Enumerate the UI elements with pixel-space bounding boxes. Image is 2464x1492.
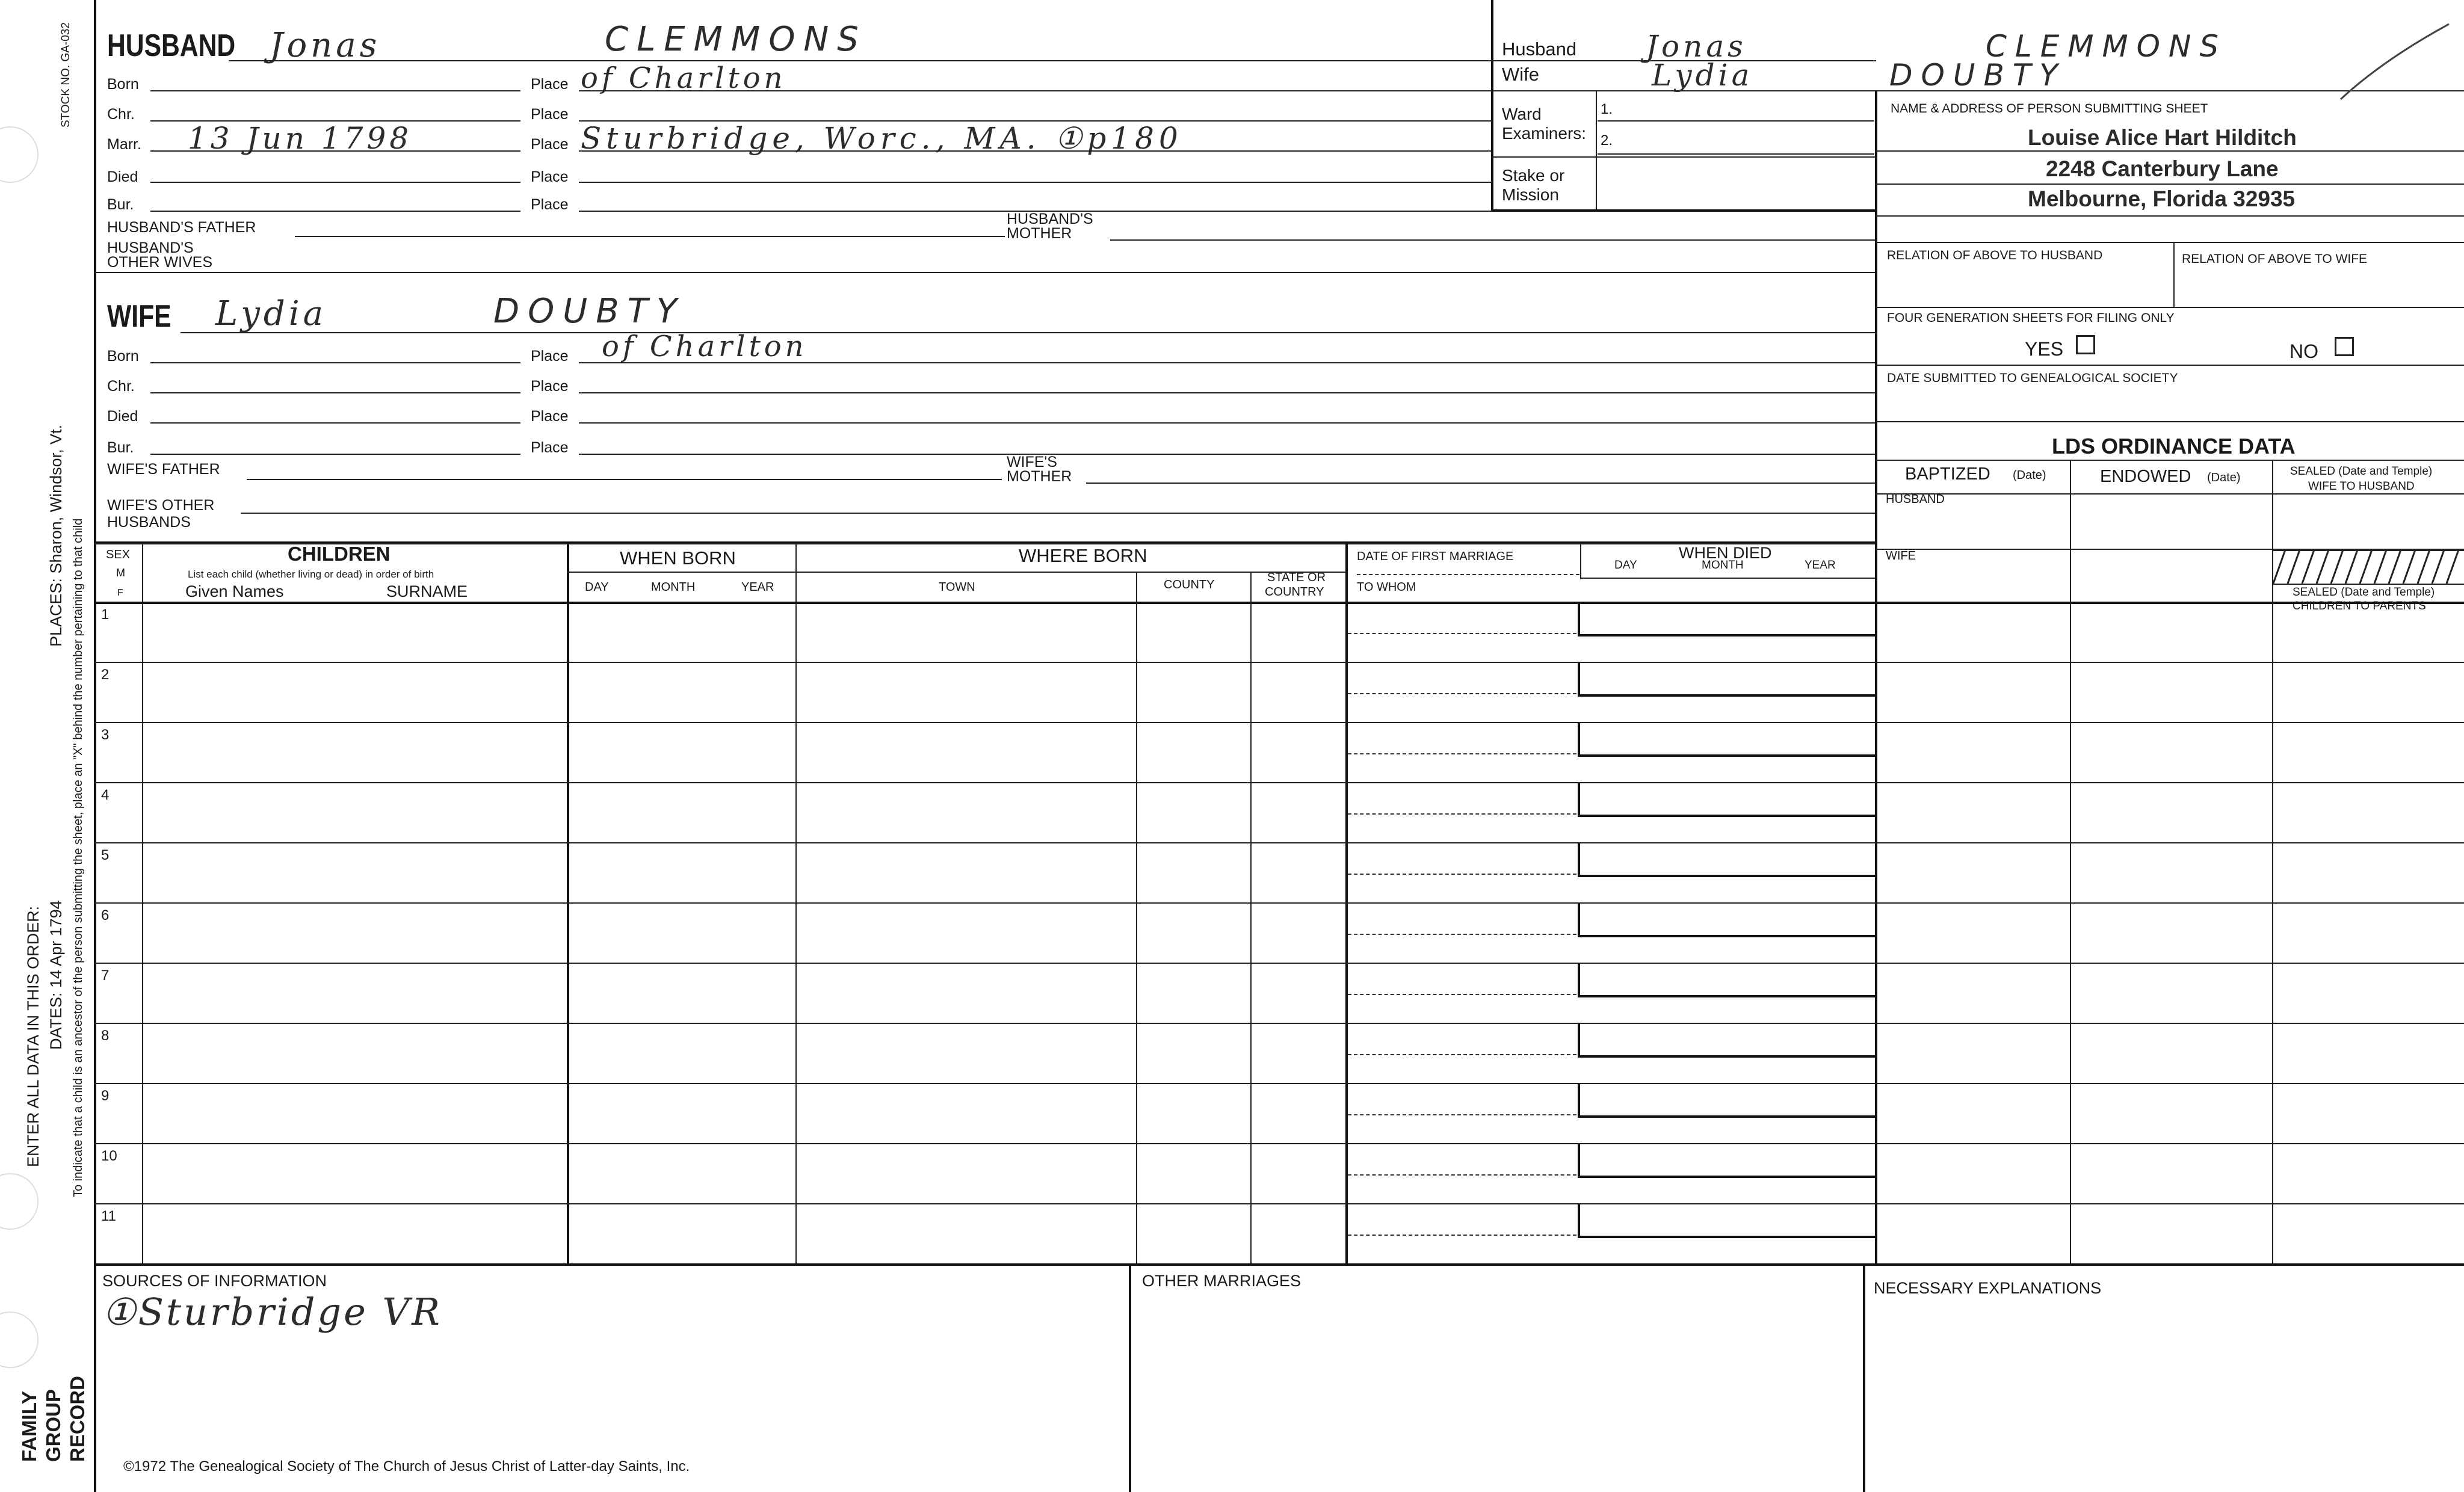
header-box-bottom-border — [1491, 209, 1876, 212]
wife-bur-place-line — [579, 454, 1875, 455]
wife-other-husbands-line — [241, 513, 1875, 514]
sources-label: SOURCES OF INFORMATION — [102, 1272, 327, 1290]
child-died-bracket — [1578, 1084, 1580, 1117]
wife-died-place-line — [579, 422, 1875, 424]
husband-chr-label: Chr. — [107, 106, 135, 123]
header-box-divider — [1596, 90, 1597, 209]
stake-label: Stake or — [1502, 166, 1565, 185]
wife-died-label: Died — [107, 408, 138, 425]
wife-born-label: Born — [107, 348, 139, 365]
county-label: COUNTY — [1164, 578, 1215, 591]
wife-born-place-line — [579, 362, 1875, 363]
examiner-1-number: 1. — [1601, 101, 1613, 117]
marriage-date: 13 Jun 1798 — [188, 121, 413, 156]
to-whom-label: TO WHOM — [1357, 581, 1416, 594]
child-died-bracket-line — [1578, 1115, 1875, 1118]
child-died-bracket-line — [1578, 754, 1875, 757]
wife-chr-place-label: Place — [531, 378, 569, 395]
child-row-line — [94, 1203, 2464, 1204]
child-marriage-dash — [1348, 1174, 1576, 1176]
child-marriage-dash — [1348, 1114, 1576, 1115]
header-husband-given: Jonas — [1646, 29, 1747, 64]
submitter-line — [1875, 150, 2464, 152]
child-row-line — [94, 1083, 2464, 1084]
husband-died-line — [150, 182, 520, 183]
wife-chr-line — [150, 392, 520, 393]
husband-marr-place-label: Place — [531, 136, 569, 153]
lds-wife-label: WIFE — [1886, 549, 1916, 563]
born-month-label: MONTH — [651, 581, 696, 594]
wife-other-husbands-label-2: HUSBANDS — [107, 514, 191, 531]
wife-place-note: of Charlton — [602, 330, 807, 363]
husband-other-wives-label-1: HUSBAND'S — [107, 239, 194, 256]
surname-label: SURNAME — [386, 582, 468, 600]
husband-mother-line — [1110, 239, 1875, 241]
child-row-number: 2 — [101, 667, 110, 683]
wife-died-place-label: Place — [531, 408, 569, 425]
when-born-label: WHEN BORN — [620, 547, 736, 569]
relation-section-bottom — [1875, 307, 2464, 308]
lds-header-bottom — [1875, 493, 2464, 495]
marriage-place: Sturbridge, Worc., MA. ①p180 — [581, 121, 1183, 156]
child-row-number: 4 — [101, 787, 110, 803]
husband-bur-label: Bur. — [107, 196, 134, 213]
header-wife-surname: DOUBTY — [1889, 58, 2066, 93]
lds-title-bottom — [1875, 460, 2464, 461]
examiners-label: Examiners: — [1502, 124, 1587, 143]
header-box-left-border — [1491, 0, 1493, 211]
husband-born-line — [150, 90, 520, 91]
children-col-town-end — [1136, 572, 1137, 1263]
wife-father-label: WIFE'S FATHER — [107, 461, 220, 478]
child-row-line — [94, 842, 2464, 843]
sources-value: ①Sturbridge VR — [102, 1290, 442, 1334]
no-label: NO — [2290, 341, 2318, 362]
where-born-label: WHERE BORN — [1019, 545, 1147, 566]
child-died-bracket-line — [1578, 634, 1875, 637]
child-died-bracket — [1578, 904, 1580, 937]
child-row-line — [94, 1023, 2464, 1024]
order-instruction-line1: ENTER ALL DATA IN THIS ORDER: — [24, 905, 42, 1167]
died-day-label: DAY — [1614, 559, 1637, 572]
child-marriage-dash — [1348, 693, 1576, 694]
child-row-line — [94, 722, 2464, 723]
mission-label: Mission — [1502, 185, 1559, 204]
child-row-line — [94, 963, 2464, 964]
first-marriage-dash — [1357, 574, 1579, 575]
no-checkbox[interactable] — [2335, 337, 2354, 356]
stock-number: STOCK NO. GA-032 — [60, 22, 72, 128]
child-row-line — [94, 1143, 2464, 1144]
baptized-date-label: (Date) — [2013, 469, 2046, 482]
relation-to-wife-label: RELATION OF ABOVE TO WIFE — [2182, 252, 2368, 266]
sex-f-label: F — [117, 588, 123, 598]
wife-mother-label-2: MOTHER — [1007, 468, 1072, 485]
wife-heading: WIFE — [107, 299, 171, 334]
husband-mother-label-2: MOTHER — [1007, 225, 1072, 242]
wife-name-line — [181, 332, 1875, 333]
endowed-label: ENDOWED — [2100, 467, 2191, 486]
child-row-number: 1 — [101, 606, 110, 623]
child-row-number: 10 — [101, 1148, 117, 1164]
husband-given-name: Jonas — [270, 26, 381, 65]
wife-mother-line — [1086, 482, 1875, 484]
necessary-explanations-label: NECESSARY EXPLANATIONS — [1874, 1279, 2102, 1297]
child-marriage-dash — [1348, 874, 1576, 875]
punch-hole-middle — [0, 1173, 39, 1230]
husband-place-note: of Charlton — [581, 61, 786, 95]
child-marriage-dash — [1348, 1235, 1576, 1236]
yes-checkbox[interactable] — [2076, 335, 2095, 354]
order-instruction-places: PLACES: Sharon, Windsor, Vt. — [47, 424, 65, 647]
town-label: TOWN — [939, 581, 975, 594]
husband-other-wives-label-2: OTHER WIVES — [107, 254, 213, 271]
husband-bur-place-label: Place — [531, 196, 569, 213]
state-label-1: STATE OR — [1267, 571, 1326, 584]
child-died-bracket-line — [1578, 1055, 1875, 1058]
first-marriage-label: DATE OF FIRST MARRIAGE — [1357, 550, 1514, 563]
husband-name-line — [229, 60, 1491, 61]
child-died-bracket-line — [1578, 995, 1875, 997]
child-died-bracket — [1578, 603, 1580, 636]
died-month-label: MONTH — [1702, 559, 1744, 572]
child-row-number: 8 — [101, 1028, 110, 1044]
children-table-bottom — [94, 1263, 2464, 1266]
child-row-number: 11 — [101, 1208, 116, 1224]
child-row-number: 5 — [101, 847, 110, 863]
relation-section-top — [1875, 242, 2464, 243]
wife-given-name: Lydia — [215, 294, 327, 333]
date-submitted-label: DATE SUBMITTED TO GENEALOGICAL SOCIETY — [1887, 371, 2178, 385]
wife-bur-label: Bur. — [107, 439, 134, 456]
child-marriage-dash — [1348, 934, 1576, 935]
children-list-note: List each child (whether living or dead) in order of birth — [188, 569, 434, 580]
child-died-bracket — [1578, 843, 1580, 877]
yes-label: YES — [2025, 338, 2064, 360]
wife-bur-place-label: Place — [531, 439, 569, 456]
born-year-label: YEAR — [741, 581, 774, 594]
children-header-bottom — [94, 602, 2464, 604]
died-subheader-line — [1580, 578, 1875, 579]
child-died-bracket-line — [1578, 875, 1875, 877]
date-submitted-bottom — [1875, 421, 2464, 422]
born-subheader-line — [567, 572, 1345, 573]
child-marriage-dash — [1348, 1054, 1576, 1055]
child-died-bracket-line — [1578, 935, 1875, 937]
submitter-line — [1875, 215, 2464, 217]
other-marriages-label: OTHER MARRIAGES — [1142, 1272, 1301, 1290]
sealed-wife-label-1: SEALED (Date and Temple) — [2290, 465, 2433, 478]
husband-died-place-label: Place — [531, 168, 569, 185]
wife-other-husbands-label-1: WIFE'S OTHER — [107, 497, 215, 514]
form-title-record: RECORD — [66, 1375, 88, 1462]
wife-surname: DOUBTY — [493, 292, 686, 331]
husband-died-place-line — [579, 182, 1491, 183]
sealed-wife-label-2: WIFE TO HUSBAND — [2308, 480, 2415, 493]
child-died-bracket-line — [1578, 694, 1875, 697]
child-died-bracket-line — [1578, 815, 1875, 817]
child-died-bracket — [1578, 783, 1580, 816]
header-wife-label: Wife — [1502, 64, 1539, 85]
husband-chr-place-label: Place — [531, 106, 569, 123]
ward-label: Ward — [1502, 105, 1542, 123]
child-died-bracket-line — [1578, 1236, 1875, 1238]
wife-chr-place-line — [579, 392, 1875, 393]
order-instruction-dates: DATES: 14 Apr 1794 — [47, 900, 65, 1050]
husband-mother-label-1: HUSBAND'S — [1007, 211, 1093, 227]
wife-chr-label: Chr. — [107, 378, 135, 395]
pen-stroke-mark — [2335, 18, 2455, 102]
child-marriage-dash — [1348, 633, 1576, 634]
header-wife-given: Lydia — [1652, 58, 1753, 93]
sex-label: SEX — [106, 548, 131, 561]
relation-to-husband-label: RELATION OF ABOVE TO HUSBAND — [1887, 248, 2103, 262]
submitter-name: Louise Alice Hart Hilditch — [2028, 125, 2297, 150]
wife-father-line — [247, 479, 1002, 480]
husband-marr-line — [150, 150, 520, 152]
footer-divider-1 — [1129, 1263, 1131, 1492]
died-header-divider — [1580, 543, 1581, 579]
sealed-hatched-area — [2273, 550, 2464, 584]
child-died-bracket — [1578, 964, 1580, 997]
child-died-bracket — [1578, 1204, 1580, 1238]
child-row-number: 6 — [101, 907, 110, 923]
header-box-line — [1598, 120, 1874, 122]
child-marriage-dash — [1348, 994, 1576, 995]
four-generation-bottom — [1875, 365, 2464, 366]
husband-bur-line — [150, 211, 520, 212]
form-left-border — [94, 0, 96, 1492]
died-year-label: YEAR — [1805, 559, 1836, 572]
ancestor-instruction: To indicate that a child is an ancestor of the person submitting the sheet, place an "X" behind the number pertaining to that child — [72, 518, 85, 1197]
husband-born-place-line — [579, 90, 1491, 91]
husband-marr-label: Marr. — [107, 136, 141, 153]
child-row-number: 3 — [101, 727, 110, 743]
child-row-line — [94, 782, 2464, 783]
sealed-children-label-2: CHILDREN TO PARENTS — [2293, 600, 2426, 612]
husband-father-line — [295, 236, 1005, 237]
husband-section-bottom — [94, 272, 1875, 273]
four-generation-label: FOUR GENERATION SHEETS FOR FILING ONLY — [1887, 311, 2175, 325]
sealed-children-divider — [2273, 584, 2464, 585]
wife-bur-line — [150, 454, 520, 455]
footer-divider-2 — [1863, 1263, 1865, 1492]
wife-born-line — [150, 362, 520, 363]
child-died-bracket — [1578, 663, 1580, 696]
form-title-family: FAMILY — [18, 1391, 40, 1462]
husband-heading: HUSBAND — [107, 28, 236, 63]
when-died-label: WHEN DIED — [1679, 544, 1772, 562]
header-box-line — [1491, 156, 1876, 158]
husband-born-place-label: Place — [531, 76, 569, 93]
born-day-label: DAY — [585, 581, 609, 594]
punch-hole-top — [0, 126, 39, 183]
child-died-bracket — [1578, 723, 1580, 756]
given-names-label: Given Names — [185, 582, 284, 600]
header-husband-surname: CLEMMONS — [1986, 29, 2228, 64]
wife-mother-label-1: WIFE'S — [1007, 454, 1057, 470]
punch-hole-bottom — [0, 1312, 39, 1368]
child-marriage-dash — [1348, 753, 1576, 754]
right-panel-border — [1875, 90, 1877, 1263]
submitter-line — [1875, 183, 2464, 185]
state-label-2: COUNTRY — [1265, 585, 1324, 599]
endowed-date-label: (Date) — [2207, 471, 2241, 484]
submitter-label: NAME & ADDRESS OF PERSON SUBMITTING SHEET — [1891, 102, 2208, 116]
children-col-county-end — [1250, 572, 1252, 1263]
husband-surname: CLEMMONS — [605, 20, 867, 59]
child-row-number: 7 — [101, 967, 110, 984]
sealed-children-label-1: SEALED (Date and Temple) — [2293, 586, 2435, 599]
child-died-bracket-line — [1578, 1176, 1875, 1178]
child-died-bracket — [1578, 1024, 1580, 1057]
children-heading: CHILDREN — [288, 543, 391, 565]
husband-father-label: HUSBAND'S FATHER — [107, 219, 256, 236]
header-box-line — [1598, 153, 1874, 155]
lds-ordinance-title: LDS ORDINANCE DATA — [2052, 434, 2296, 458]
copyright-notice: ©1972 The Genealogical Society of The Church of Jesus Christ of Latter-day Saints, Inc. — [123, 1458, 690, 1475]
submitter-city: Melbourne, Florida 32935 — [2028, 186, 2296, 211]
husband-marr-place-line — [579, 150, 1491, 152]
husband-born-label: Born — [107, 76, 139, 93]
child-row-line — [94, 662, 2464, 663]
form-title-group: GROUP — [42, 1389, 64, 1462]
husband-died-label: Died — [107, 168, 138, 185]
child-row-number: 9 — [101, 1088, 110, 1104]
child-died-bracket — [1578, 1144, 1580, 1177]
submitter-street: 2248 Canterbury Lane — [2046, 156, 2279, 181]
relation-divider — [2173, 242, 2175, 308]
header-husband-label: Husband — [1502, 39, 1577, 60]
lds-husband-label: HUSBAND — [1886, 493, 1945, 506]
child-marriage-dash — [1348, 813, 1576, 815]
wife-born-place-label: Place — [531, 348, 569, 365]
sex-m-label: M — [116, 567, 125, 579]
wife-died-line — [150, 422, 520, 424]
child-row-line — [94, 902, 2464, 904]
baptized-label: BAPTIZED — [1905, 464, 1990, 484]
examiner-2-number: 2. — [1601, 132, 1613, 149]
